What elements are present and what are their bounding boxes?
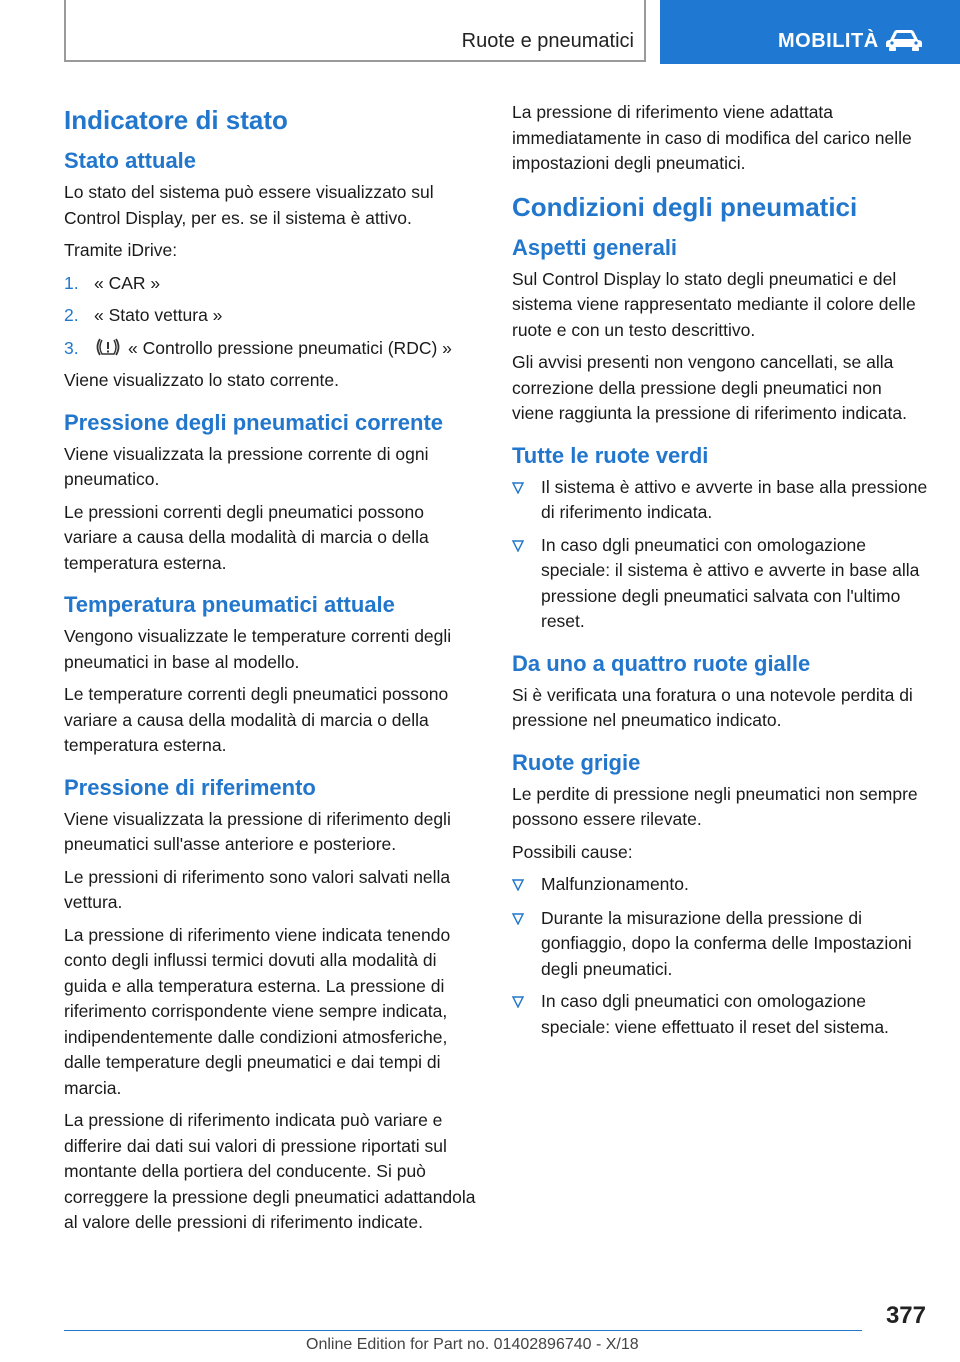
step-number: 3.	[64, 337, 79, 358]
list-item	[512, 475, 928, 526]
heading-ruote-grigie: Ruote grigie	[512, 749, 641, 775]
paragraph: Tramite iDrive:	[64, 240, 178, 260]
paragraph: Le temperature correnti degli pneumatici possono variare a causa della modalità di marcia o della temperatura esterna.	[64, 684, 449, 755]
list-possibili-cause	[512, 872, 928, 1040]
list-item-text: Durante la misurazione della pressione di gonfiaggio, dopo la conferma delle Impostazioni degli pneumatici.	[541, 907, 912, 979]
heading-stato-attuale: Stato attuale	[64, 148, 197, 173]
heading-ruote-gialle: Da uno a quattro ruote gialle	[512, 650, 811, 676]
header-section-tab[interactable]	[660, 0, 960, 64]
paragraph: Si è verificata una foratura o una notevole perdita di pressione nel pneumatico indicato.	[512, 684, 913, 730]
section-title: MOBILITÀ	[778, 30, 879, 52]
step-text: « Controllo pressione pneumatici (RDC) »	[128, 337, 452, 358]
footer-divider	[64, 1330, 862, 1331]
car-icon	[884, 28, 924, 52]
list-item	[512, 533, 928, 635]
paragraph: Le pressioni correnti degli pneumatici possono variare a causa della modalità di marcia o della temperatura esterna.	[64, 501, 429, 573]
paragraph: Lo stato del sistema può essere visualizzato sul Control Display, per es. se il sistema è attivo.	[64, 182, 434, 228]
step-item	[64, 336, 482, 362]
list-item-text: Malfunzionamento.	[541, 874, 689, 894]
paragraph: La pressione di riferimento viene adattata immediatamente in caso di modifica del carico nelle impostazioni degli pneumatici.	[512, 102, 912, 173]
list-item	[512, 906, 928, 983]
paragraph: Viene visualizzata la pressione corrente di ogni pneumatico.	[64, 443, 429, 489]
bullet-triangle-icon	[512, 872, 541, 899]
list-item-text: In caso dgli pneumatici con omologazione speciale: viene effettuato il reset del sistema.	[541, 991, 889, 1037]
tire-pressure-warning-icon	[94, 337, 122, 357]
paragraph: Gli avvisi presenti non vengono cancellati, se alla correzione della pressione degli pneumatici non viene raggiunta la pressione di riferimento indicata.	[512, 352, 907, 423]
list-ruote-verdi	[512, 475, 928, 635]
bullet-triangle-icon	[512, 906, 541, 983]
heading-aspetti-generali: Aspetti generali	[512, 234, 678, 260]
paragraph: Viene visualizzata la pressione di riferimento degli pneumatici sull'asse anteriore e posteriore.	[64, 808, 451, 854]
bullet-triangle-icon	[512, 989, 541, 1040]
step-text: « CAR »	[94, 272, 161, 293]
bullet-triangle-icon	[512, 475, 541, 526]
step-text: « Stato vettura »	[94, 305, 223, 325]
bullet-triangle-icon	[512, 533, 541, 635]
paragraph: La pressione di riferimento indicata può variare e differire dai dati sui valori di pressione riportati sul montante della portiera del conducente. Si può correggere la pressione degli pneumatici adattandola al valore delle pressioni di riferimento indicate.	[64, 1110, 476, 1232]
list-item	[512, 872, 928, 899]
step-item	[64, 271, 482, 297]
step-number: 2.	[64, 305, 79, 325]
heading-pressione-riferimento: Pressione di riferimento	[64, 774, 316, 800]
right-column	[512, 100, 928, 1047]
page-number: 377	[885, 1302, 926, 1329]
list-item-text: In caso dgli pneumatici con omologazione speciale: il sistema è attivo e avverte in base alla pressione degli pneumatici salvata con l'ultimo reset.	[541, 534, 920, 631]
header-chapter-box	[64, 0, 646, 62]
list-item	[512, 989, 928, 1040]
heading-ruote-verdi: Tutte le ruote verdi	[512, 442, 709, 468]
heading-temperatura: Temperatura pneumatici attuale	[64, 592, 395, 617]
paragraph: Vengono visualizzate le temperature correnti degli pneumatici in base al modello.	[64, 626, 452, 672]
left-column	[64, 104, 482, 1243]
heading-pressione-corrente: Pressione degli pneumatici corrente	[64, 409, 444, 435]
list-item-text: Il sistema è attivo e avverte in base alla pressione di riferimento indicata.	[541, 476, 928, 522]
page-title: Indicatore di stato	[64, 105, 288, 135]
paragraph: Viene visualizzato lo stato corrente.	[64, 370, 339, 390]
paragraph: Possibili cause:	[512, 841, 633, 862]
paragraph: Le perdite di pressione negli pneumatici non sempre possono essere rilevate.	[512, 783, 918, 829]
idrive-steps	[64, 271, 482, 362]
step-number: 1.	[64, 272, 79, 293]
paragraph: La pressione di riferimento viene indicata tenendo conto degli influssi termici dovuti alla modalità di guida e alla temperatura esterna. La pressione di riferimento corrispondente viene sempre indicata, indipendentemente dalle condizioni atmosferiche, dalle temperature degli pneumatici e dai tempi di marcia.	[64, 924, 451, 1098]
step-item	[64, 303, 482, 329]
paragraph: Le pressioni di riferimento sono valori salvati nella vettura.	[64, 866, 451, 912]
edition-note: Online Edition for Part no. 01402896740 - X/18	[306, 1336, 639, 1353]
section-title-condizioni: Condizioni degli pneumatici	[512, 191, 858, 222]
chapter-title: Ruote e pneumatici	[461, 30, 634, 52]
paragraph: Sul Control Display lo stato degli pneumatici e del sistema viene rappresentato mediante il colore delle ruote e con un testo descrittivo.	[512, 268, 916, 340]
